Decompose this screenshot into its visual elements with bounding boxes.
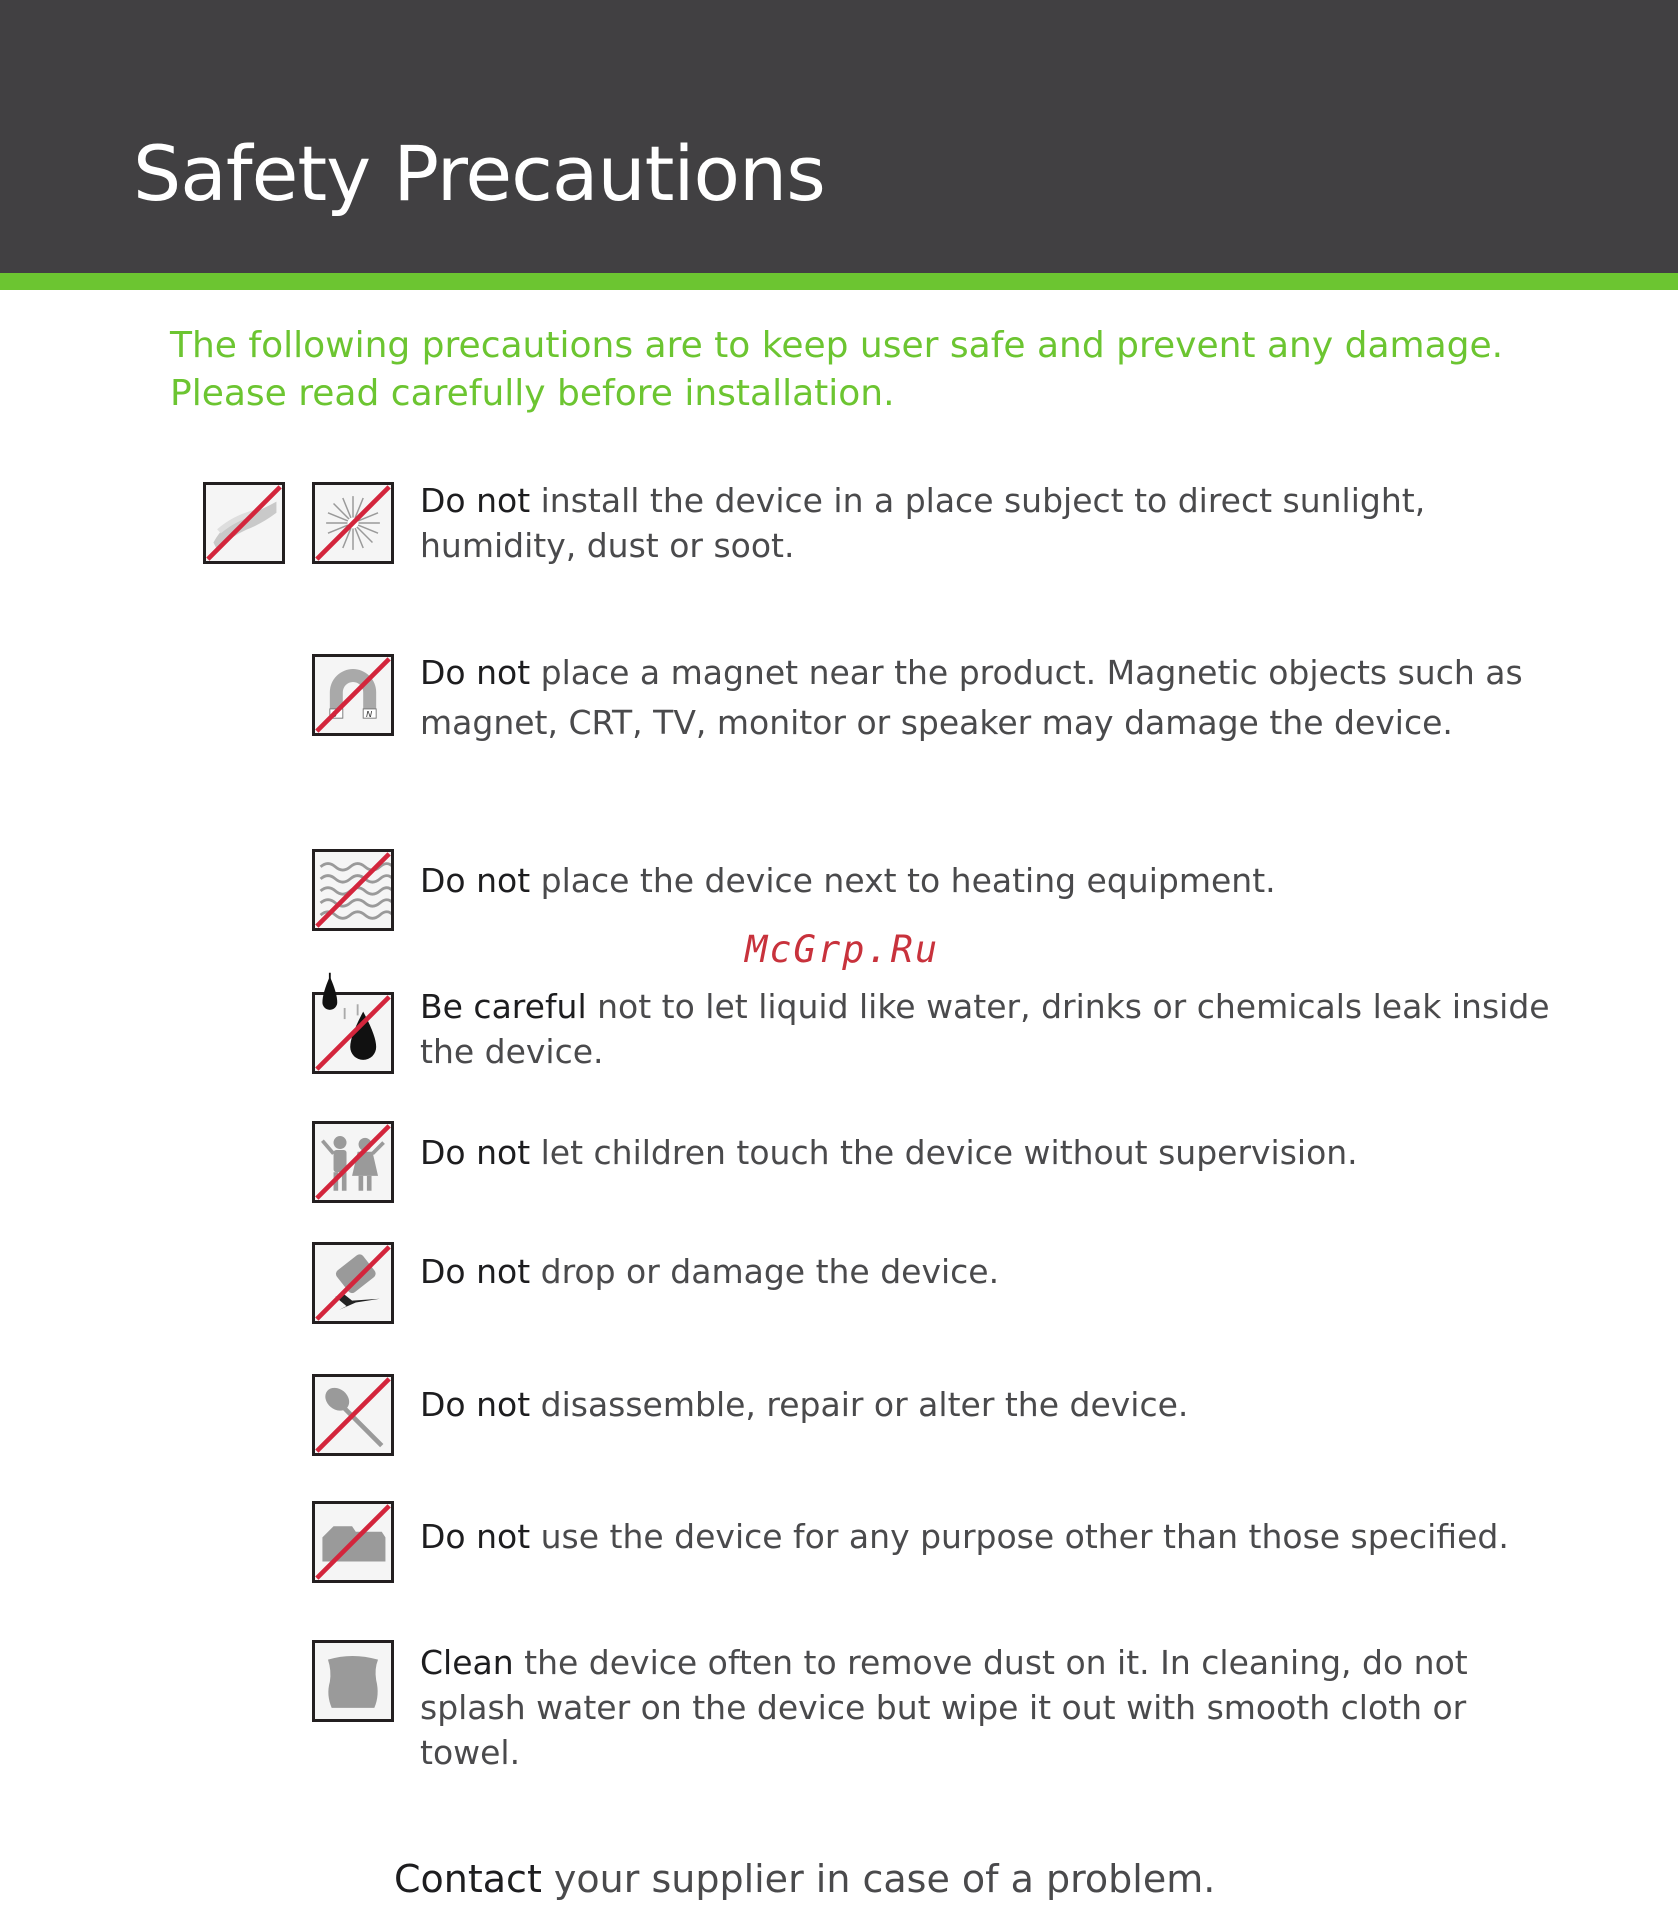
page-title: Safety Precautions: [133, 129, 825, 218]
precaution-lead: Clean: [420, 1643, 514, 1682]
precaution-item: [420, 1249, 1560, 1294]
intro-text: [170, 322, 1503, 418]
precaution-lead: Do not: [420, 653, 531, 692]
precaution-lead: Do not: [420, 1385, 531, 1424]
svg-text:N: N: [365, 709, 373, 720]
precaution-text: use the device for any purpose other than those specified.: [530, 1517, 1509, 1556]
precaution-lead: Do not: [420, 861, 531, 900]
liquid-prohibited-icon: [312, 992, 394, 1074]
disassemble-prohibited-icon: [312, 1374, 394, 1456]
precaution-lead: Do not: [420, 1133, 531, 1172]
precaution-text: disassemble, repair or alter the device.: [530, 1385, 1189, 1424]
contact-line: [394, 1855, 1215, 1903]
heat-prohibited-icon: [312, 849, 394, 931]
precaution-item: [420, 984, 1560, 1074]
precaution-lead: Do not: [420, 1517, 531, 1556]
precaution-item: [420, 1130, 1560, 1175]
precaution-item: [420, 1382, 1560, 1427]
intro-line-1: The following precautions are to keep user safe and prevent any damage.: [170, 325, 1504, 366]
precaution-text: install the device in a place subject to direct sunlight, humidity, dust or soot.: [420, 481, 1426, 565]
contact-lead: Contact: [394, 1857, 542, 1901]
precaution-item: [420, 478, 1560, 568]
precaution-text: drop or damage the device.: [530, 1252, 1000, 1291]
precaution-lead: Do not: [420, 481, 531, 520]
watermark-text: McGrp.Ru: [745, 928, 940, 971]
precaution-lead: Do not: [420, 1252, 531, 1291]
drop-prohibited-icon: [312, 1242, 394, 1324]
misuse-prohibited-icon: [312, 1501, 394, 1583]
sunlight-prohibited-icon: [312, 482, 394, 564]
intro-line-2: Please read carefully before installation.: [170, 373, 895, 414]
magnet-prohibited-icon: [312, 654, 394, 736]
precaution-item: [420, 648, 1560, 748]
precaution-item: [420, 1640, 1560, 1775]
precaution-lead: Be careful: [420, 987, 587, 1026]
precaution-text: not to let liquid like water, drinks or chemicals leak inside the device.: [420, 987, 1550, 1071]
precaution-text: place the device next to heating equipment.: [530, 861, 1276, 900]
humidity-prohibited-icon: [203, 482, 285, 564]
precaution-text: place a magnet near the product. Magnetic objects such as magnet, CRT, TV, monitor or speaker may damage the device.: [420, 653, 1523, 742]
children-prohibited-icon: [312, 1121, 394, 1203]
precaution-text: the device often to remove dust on it. In cleaning, do not splash water on the device but wipe it out with smooth cloth or towel.: [420, 1643, 1468, 1772]
precaution-item: [420, 858, 1560, 903]
contact-text: your supplier in case of a problem.: [541, 1857, 1216, 1901]
precaution-text: let children touch the device without supervision.: [530, 1133, 1358, 1172]
precaution-item: [420, 1514, 1560, 1559]
page-header: [0, 0, 1678, 273]
header-accent-bar: [0, 273, 1678, 290]
cloth-icon: [312, 1640, 394, 1722]
